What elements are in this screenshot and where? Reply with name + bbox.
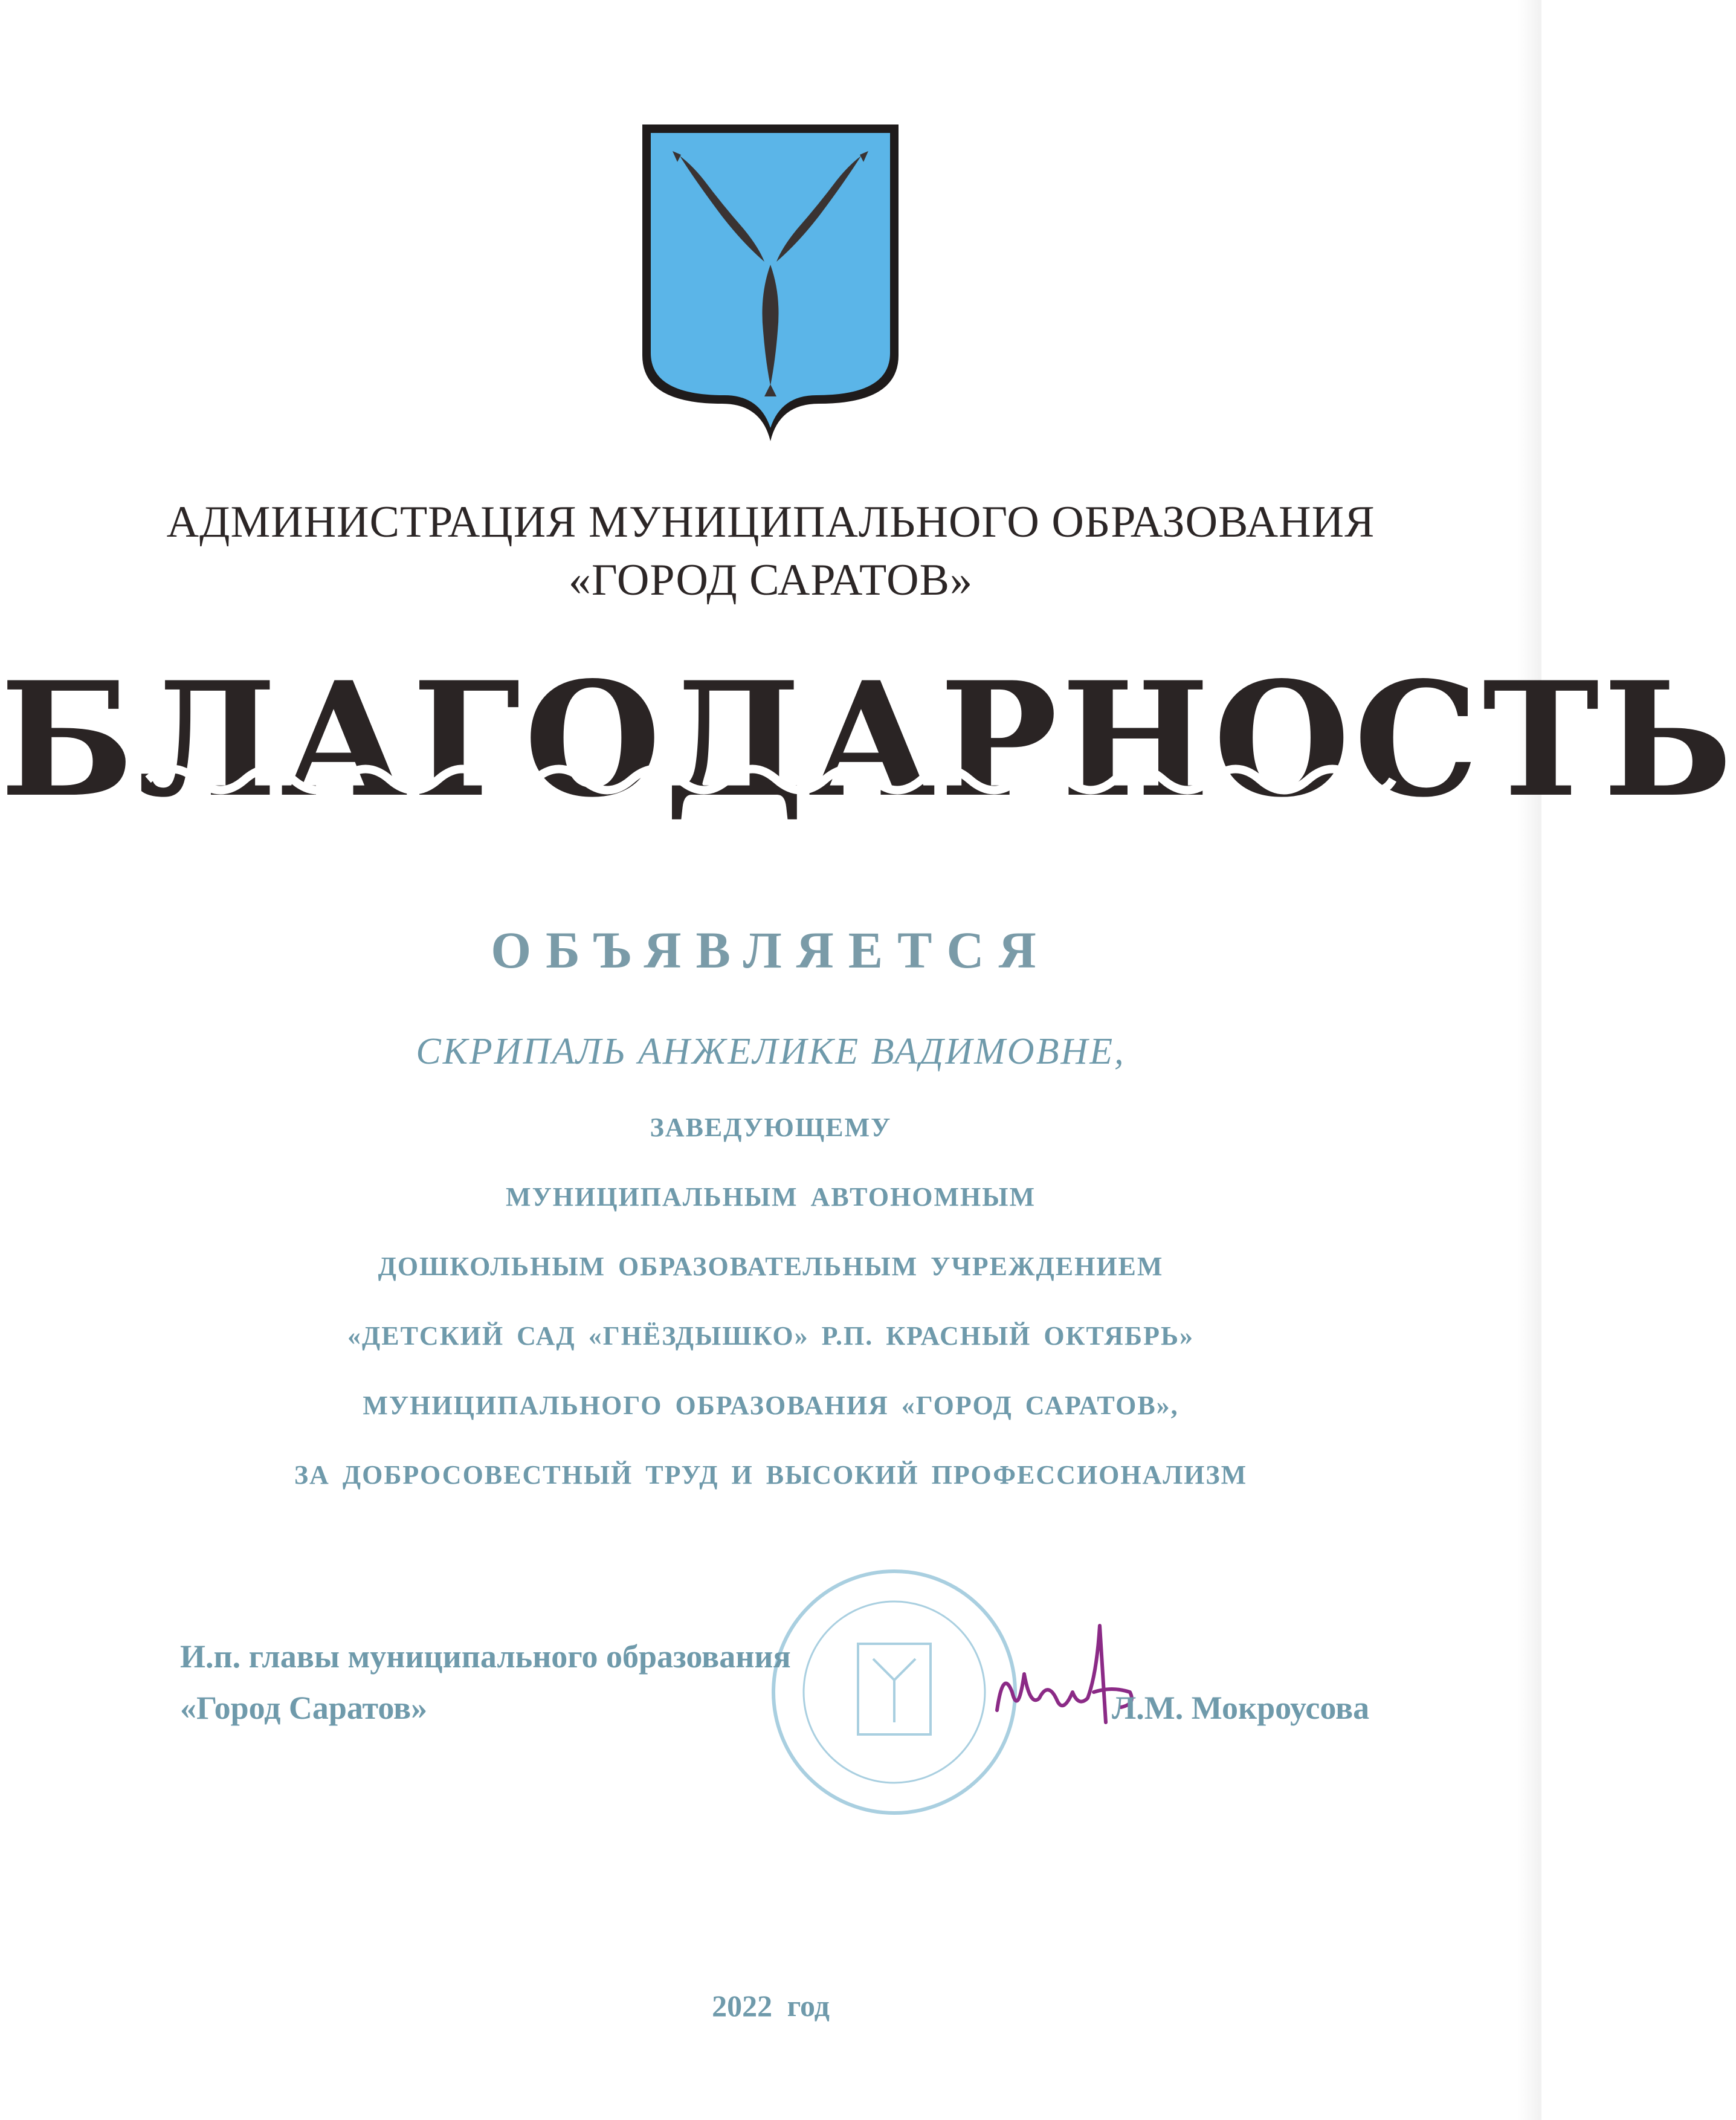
- official-stamp: [767, 1565, 1021, 1819]
- signatory-position-line-2: «Город Саратов»: [180, 1690, 428, 1726]
- issuer-line-2: «ГОРОД САРАТОВ»: [569, 555, 973, 605]
- saratov-coat-of-arms-icon: [637, 120, 903, 446]
- year-value: 2022: [712, 1989, 773, 2023]
- issuer-line-1: АДМИНИСТРАЦИЯ МУНИЦИПАЛЬНОГО ОБРАЗОВАНИЯ: [166, 497, 1375, 547]
- issue-year: [0, 1988, 1541, 2023]
- body-line: ДОШКОЛЬНЫМ ОБРАЗОВАТЕЛЬНЫМ УЧРЕЖДЕНИЕМ: [378, 1252, 1164, 1281]
- body-line: «ДЕТСКИЙ САД «ГНЁЗДЫШКО» Р.П. КРАСНЫЙ ОКТЯБРЬ»: [347, 1321, 1195, 1351]
- signatory-name: Л.М. Мокроусова: [1112, 1690, 1370, 1726]
- body-line: ЗАВЕДУЮЩЕМУ: [650, 1113, 892, 1142]
- body-line: ЗА ДОБРОСОВЕСТНЫЙ ТРУД И ВЫСОКИЙ ПРОФЕССИОНАЛИЗМ: [294, 1460, 1248, 1490]
- body-line: МУНИЦИПАЛЬНОГО ОБРАЗОВАНИЯ «ГОРОД САРАТОВ»,: [363, 1391, 1179, 1420]
- signatory-position-line-1: И.п. главы муниципального образования: [180, 1638, 791, 1675]
- document-title: БЛАГОДАРНОСТЬ: [0, 648, 1736, 832]
- title-ornament: [148, 758, 1393, 801]
- announcement-heading: ОБЪЯВЛЯЕТСЯ: [491, 921, 1051, 979]
- recipient-name: СКРИПАЛЬ АНЖЕЛИКЕ ВАДИМОВНЕ,: [416, 1031, 1126, 1072]
- body-line: МУНИЦИПАЛЬНЫМ АВТОНОМНЫМ: [505, 1182, 1036, 1212]
- year-suffix: год: [787, 1989, 830, 2023]
